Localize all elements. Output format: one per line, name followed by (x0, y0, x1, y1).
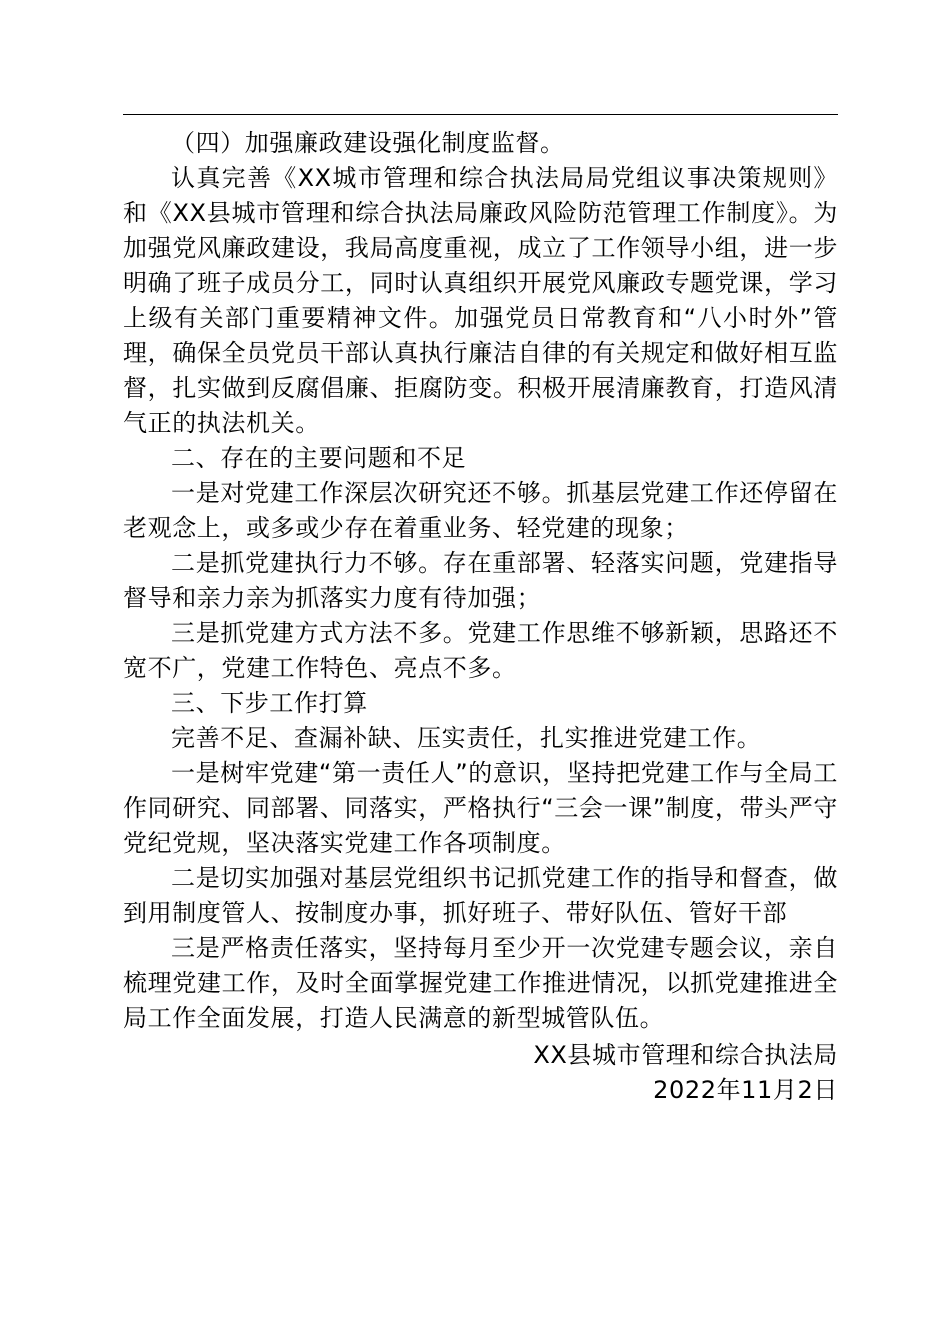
paragraph-problem-1: 一是对党建工作深层次研究还不够。抓基层党建工作还停留在老观念上，或多或少存在着重业务、轻党建的现象； (123, 479, 838, 542)
paragraph-problem-2: 二是抓党建执行力不够。存在重部署、轻落实问题，党建指导督导和亲力亲为抓落实力度有待加强； (123, 549, 838, 612)
signature-organization: XX县城市管理和综合执法局 (533, 1041, 838, 1069)
paragraph-problem-3: 三是抓党建方式方法不多。党建工作思维不够新颖，思路还不宽不广，党建工作特色、亮点不多。 (123, 619, 838, 682)
paragraph-plan-1: 一是树牢党建“第一责任人”的意识，坚持把党建工作与全局工作同研究、同部署、同落实，严格执行“三会一课”制度，带头严守党纪党规，坚决落实党建工作各项制度。 (123, 759, 838, 857)
paragraph-plans-intro: 完善不足、查漏补缺、压实责任，扎实推进党建工作。 (171, 724, 762, 752)
paragraph-plan-3: 三是严格责任落实，坚持每月至少开一次党建专题会议，亲自梳理党建工作，及时全面掌握党建工作推进情况，以抓党建推进全局工作全面发展，打造人民满意的新型城管队伍。 (123, 934, 838, 1032)
document-body (123, 126, 838, 1108)
paragraph-discipline-measures: 认真完善《XX城市管理和综合执法局局党组议事决策规则》和《XX县城市管理和综合执法局廉政风险防范管理工作制度》。为加强党风廉政建设，我局高度重视，成立了工作领导小组，进一步明确了班子成员分工，同时认真组织开展党风廉政专题党课，学习上级有关部门重要精神文件。加强党员日常教育和“八小时外”管理，确保全员党员干部认真执行廉洁自律的有关规定和做好相互监督，扎实做到反腐倡廉、拒腐防变。积极开展清廉教育，打造风清气正的执法机关。 (123, 164, 838, 437)
section-heading-discipline: （四）加强廉政建设强化制度监督。 (171, 129, 565, 157)
paragraph-plan-2: 二是切实加强对基层党组织书记抓党建工作的指导和督查，做到用制度管人、按制度办事，抓好班子、带好队伍、管好干部 (123, 864, 838, 927)
section-heading-plans: 三、下步工作打算 (171, 689, 368, 717)
signature-date: 2022年11月2日 (653, 1076, 838, 1104)
header-rule (123, 114, 838, 115)
section-heading-problems: 二、存在的主要问题和不足 (171, 444, 467, 472)
